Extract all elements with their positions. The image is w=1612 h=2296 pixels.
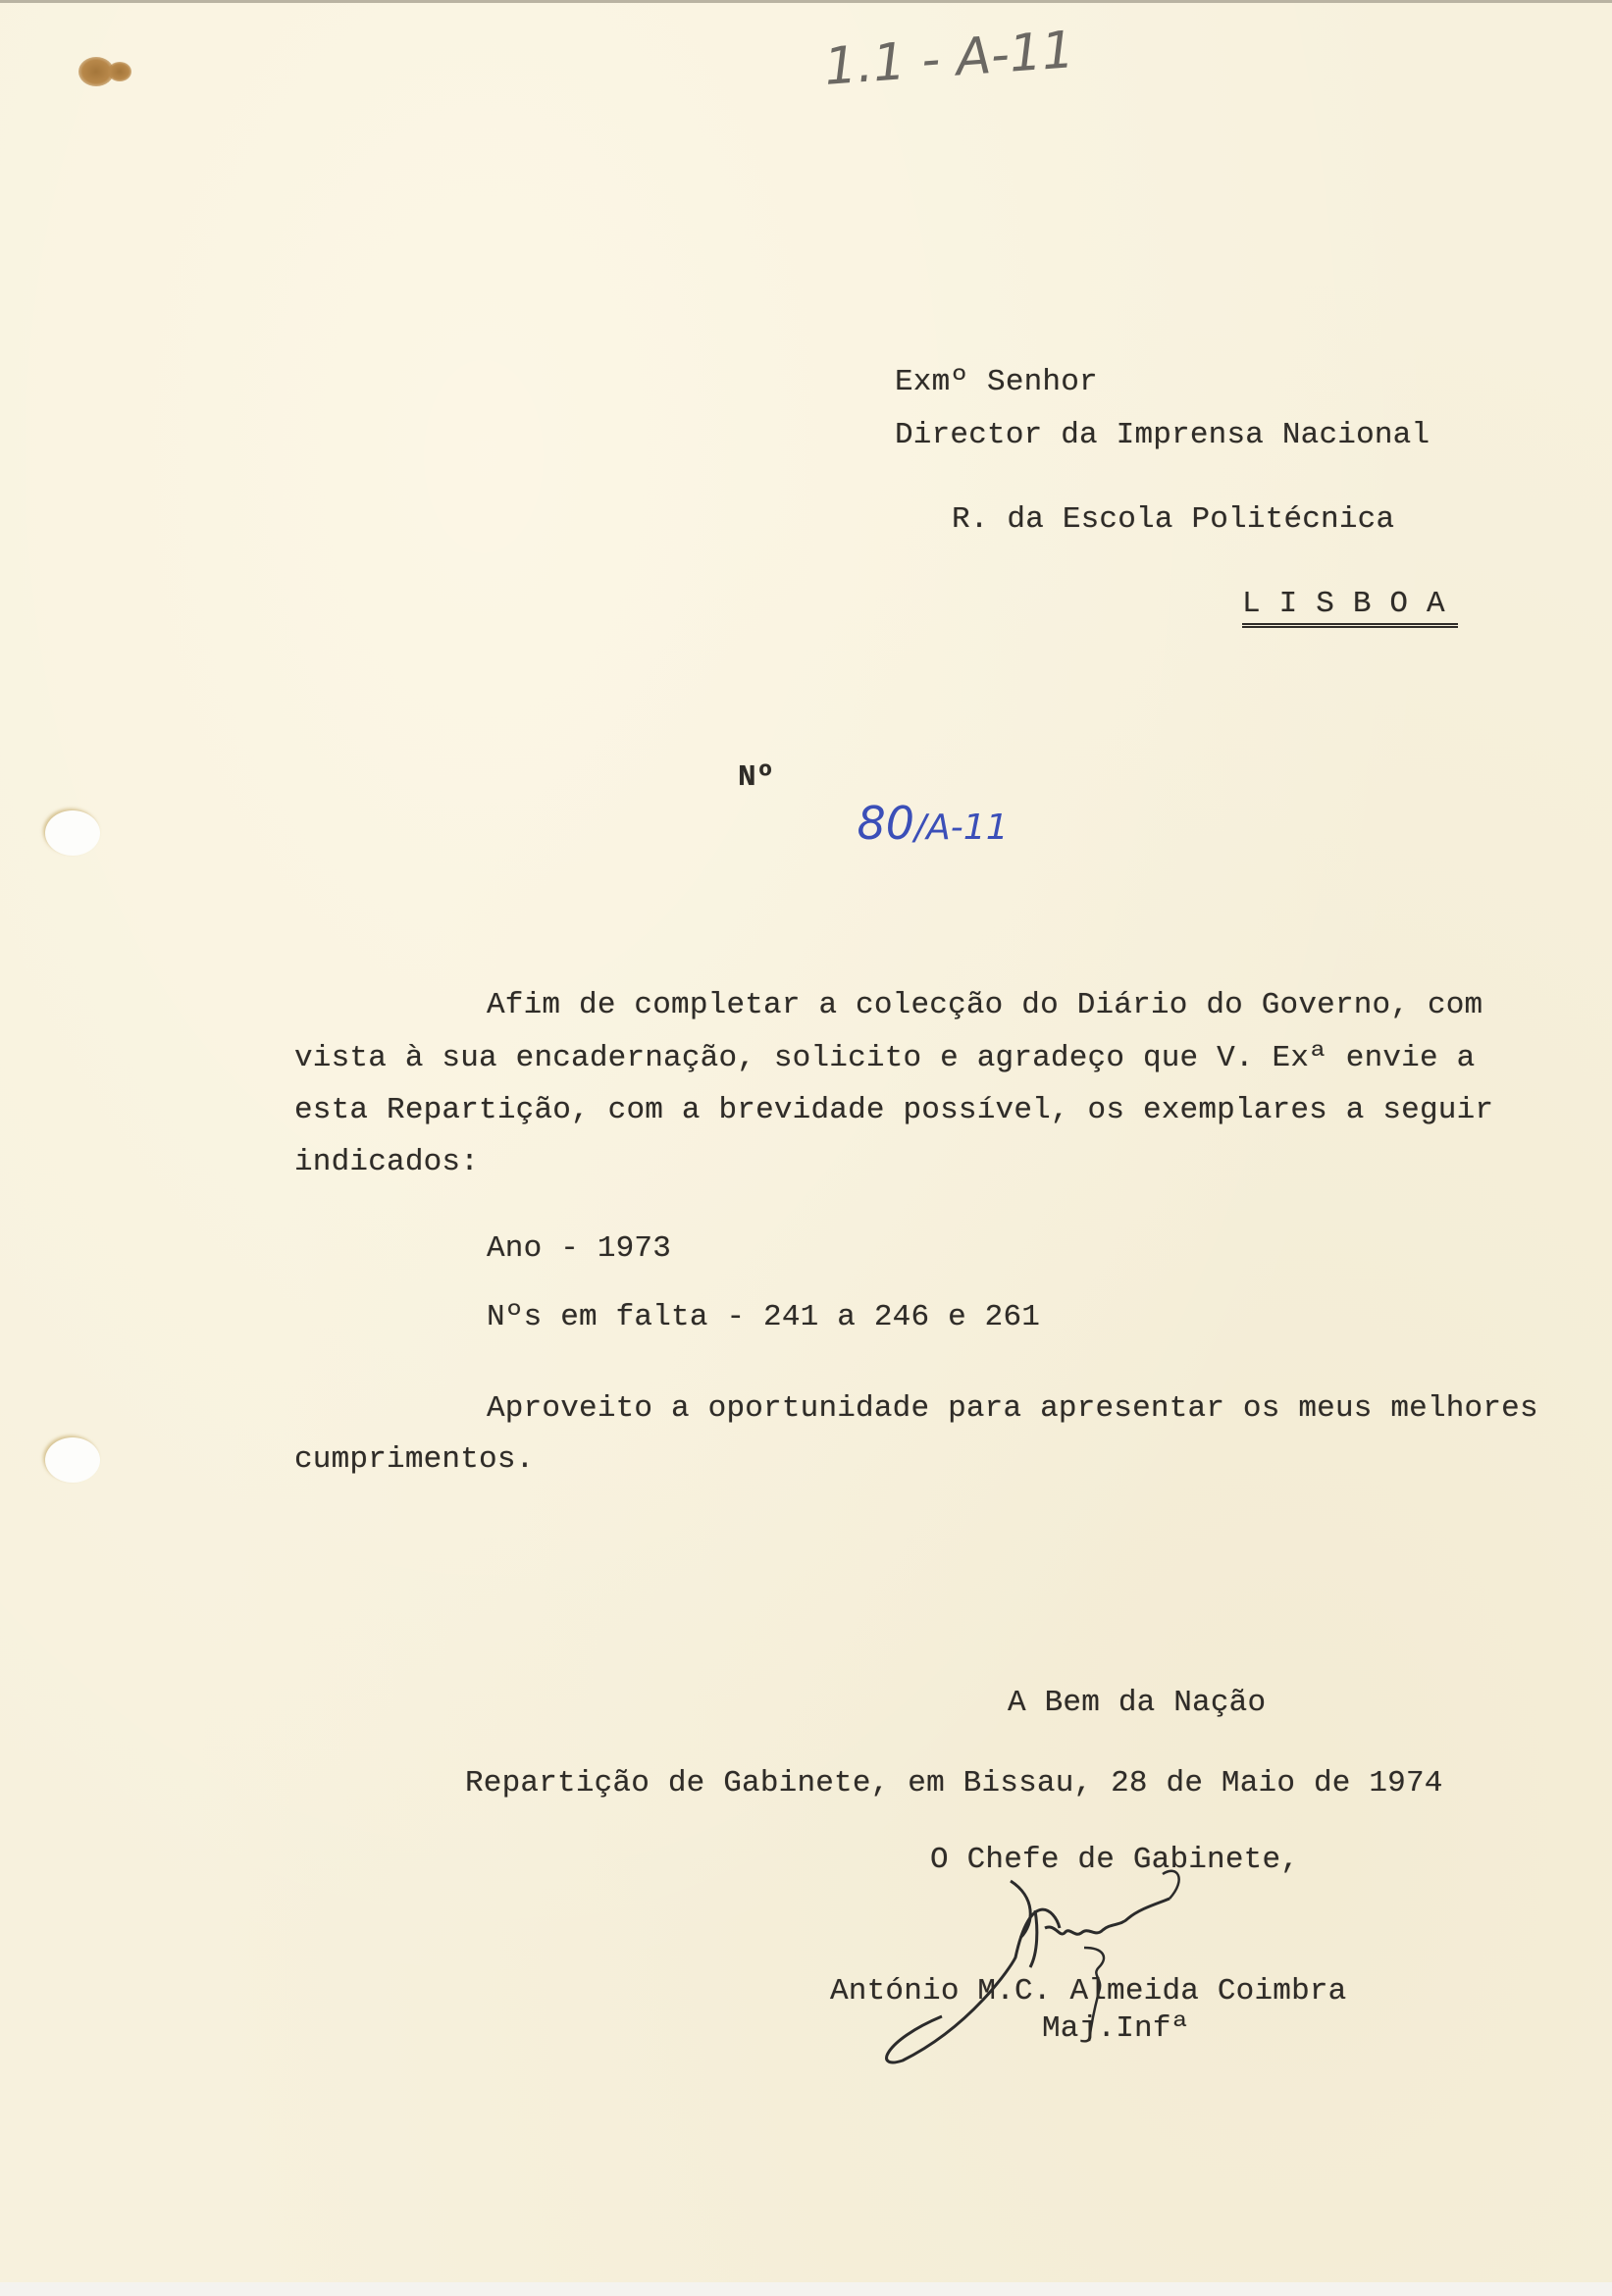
addressee-title: Director da Imprensa Nacional bbox=[895, 418, 1430, 452]
body-line-1: Afim de completar a colecção do Diário do Governo, com bbox=[487, 988, 1483, 1022]
signatory-rank: Maj.Infª bbox=[1042, 2011, 1190, 2046]
body-line-4: indicados: bbox=[294, 1145, 480, 1179]
addressee-street: R. da Escola Politécnica bbox=[952, 502, 1395, 537]
reference-number-label: Nº bbox=[738, 760, 775, 795]
body-line-2: vista à sua encadernação, solicito e agradeço que V. Exª envie a bbox=[294, 1041, 1476, 1075]
punch-hole-lower bbox=[45, 1437, 100, 1483]
reference-number-value: 80 bbox=[857, 797, 915, 850]
body-line-3: esta Repartição, com a brevidade possível, os exemplares a seguir bbox=[294, 1093, 1494, 1127]
rust-stain-small bbox=[108, 62, 131, 81]
place-date: Repartição de Gabinete, em Bissau, 28 de Maio de 1974 bbox=[465, 1766, 1443, 1800]
reference-number-suffix: /A-11 bbox=[914, 808, 1009, 848]
scan-bottom-margin bbox=[0, 2282, 1612, 2296]
signatory-name: António M.C. Almeida Coimbra bbox=[830, 1974, 1347, 2009]
missing-issues-line: Nºs em falta - 241 a 246 e 261 bbox=[487, 1300, 1041, 1334]
addressee-salutation: Exmº Senhor bbox=[895, 365, 1098, 399]
reference-number-handwritten bbox=[800, 744, 1009, 903]
motto: A Bem da Nação bbox=[1008, 1686, 1267, 1720]
punch-hole-upper bbox=[45, 810, 100, 856]
page-top-edge bbox=[0, 0, 1612, 3]
addressee-city: L I S B O A bbox=[1242, 587, 1445, 621]
year-line: Ano - 1973 bbox=[487, 1231, 672, 1266]
closing-line-1: Aproveito a oportunidade para apresentar os meus melhores bbox=[487, 1391, 1538, 1426]
closing-line-2: cumprimentos. bbox=[294, 1442, 535, 1477]
city-double-underline bbox=[1242, 623, 1458, 628]
pencil-reference-note: 1.1 - A-11 bbox=[822, 21, 1076, 97]
signatory-role: O Chefe de Gabinete, bbox=[930, 1843, 1300, 1877]
